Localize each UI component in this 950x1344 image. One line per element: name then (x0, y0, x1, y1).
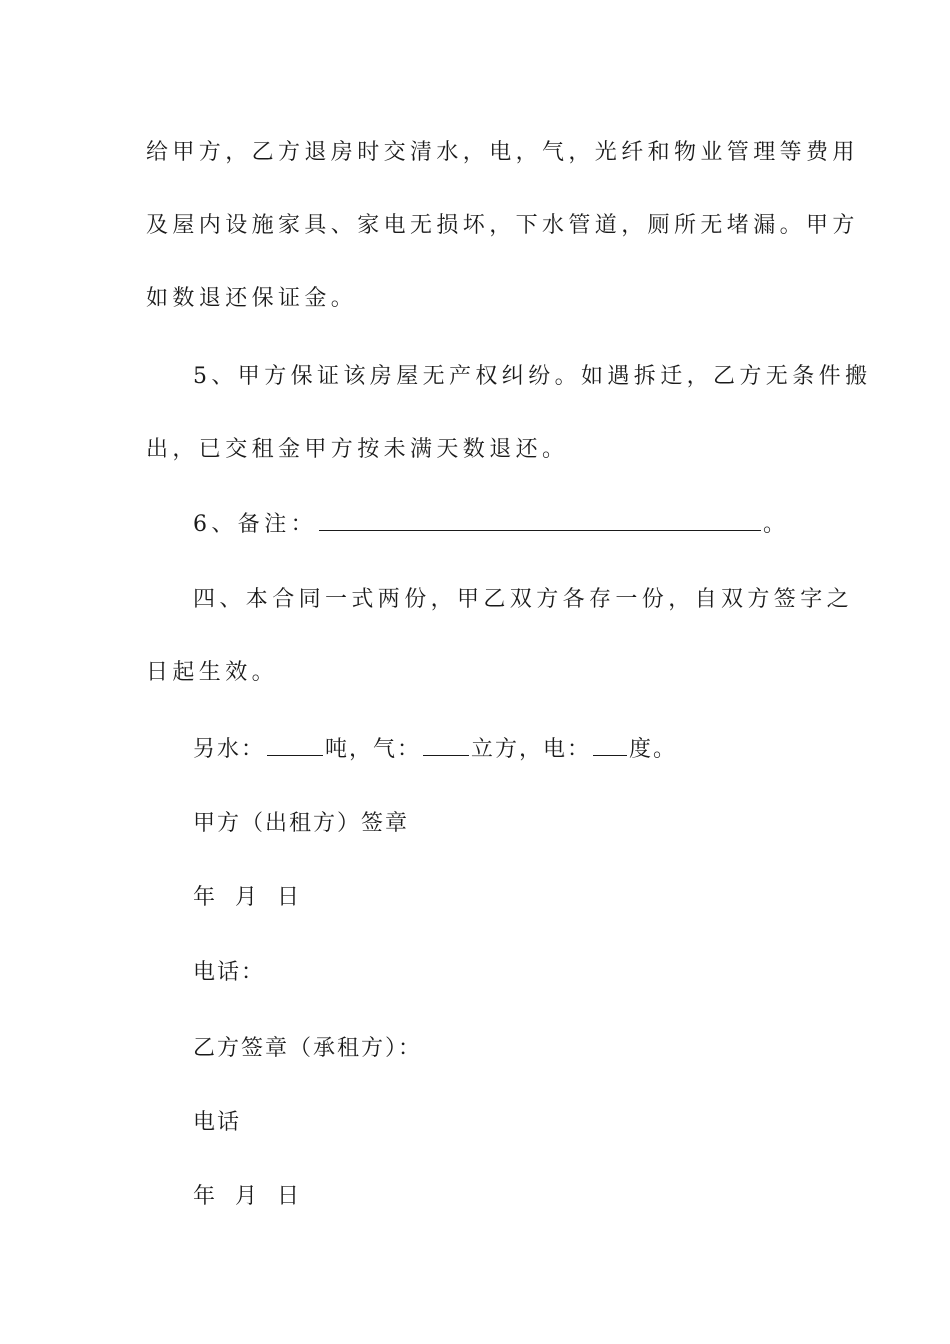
party-a-phone: 电话： (193, 960, 266, 985)
gas-unit: 立方，电： (471, 737, 592, 762)
water-label: 另水： (193, 737, 266, 762)
party-a-date: 年 月 日 (193, 885, 301, 910)
remark-end: 。 (763, 512, 790, 537)
gas-blank (423, 737, 469, 756)
party-b-signature: 乙方签章（承租方）： (193, 1036, 423, 1061)
party-a-signature: 甲方（出租方）签章 (193, 811, 410, 836)
water-unit: 吨，气： (325, 737, 422, 762)
paragraph-line: 及屋内设施家具、家电无损坏，下水管道，厕所无堵漏。甲方 (146, 213, 859, 238)
paragraph-line: 给甲方，乙方退房时交清水，电，气，光纤和物业管理等费用 (146, 140, 859, 165)
meter-line (193, 735, 806, 765)
elec-unit: 度。 (629, 737, 678, 762)
clause-5-line: 5、甲方保证该房屋无产权纠纷。如遇拆迁，乙方无条件搬 (193, 364, 872, 389)
clause-4-line: 四、本合同一式两份，甲乙双方各存一份，自双方签字之 (193, 587, 854, 612)
party-b-phone: 电话 (193, 1110, 242, 1135)
remark-label: 6、备注： (193, 512, 317, 537)
remark-blank (319, 512, 761, 531)
elec-blank (593, 737, 627, 756)
clause-5-line: 出，已交租金甲方按未满天数退还。 (146, 437, 569, 462)
clause-4-line: 日起生效。 (146, 660, 279, 685)
water-blank (267, 737, 323, 756)
party-b-date: 年 月 日 (193, 1184, 301, 1209)
remark-line (193, 510, 806, 540)
paragraph-line: 如数退还保证金。 (146, 286, 358, 311)
